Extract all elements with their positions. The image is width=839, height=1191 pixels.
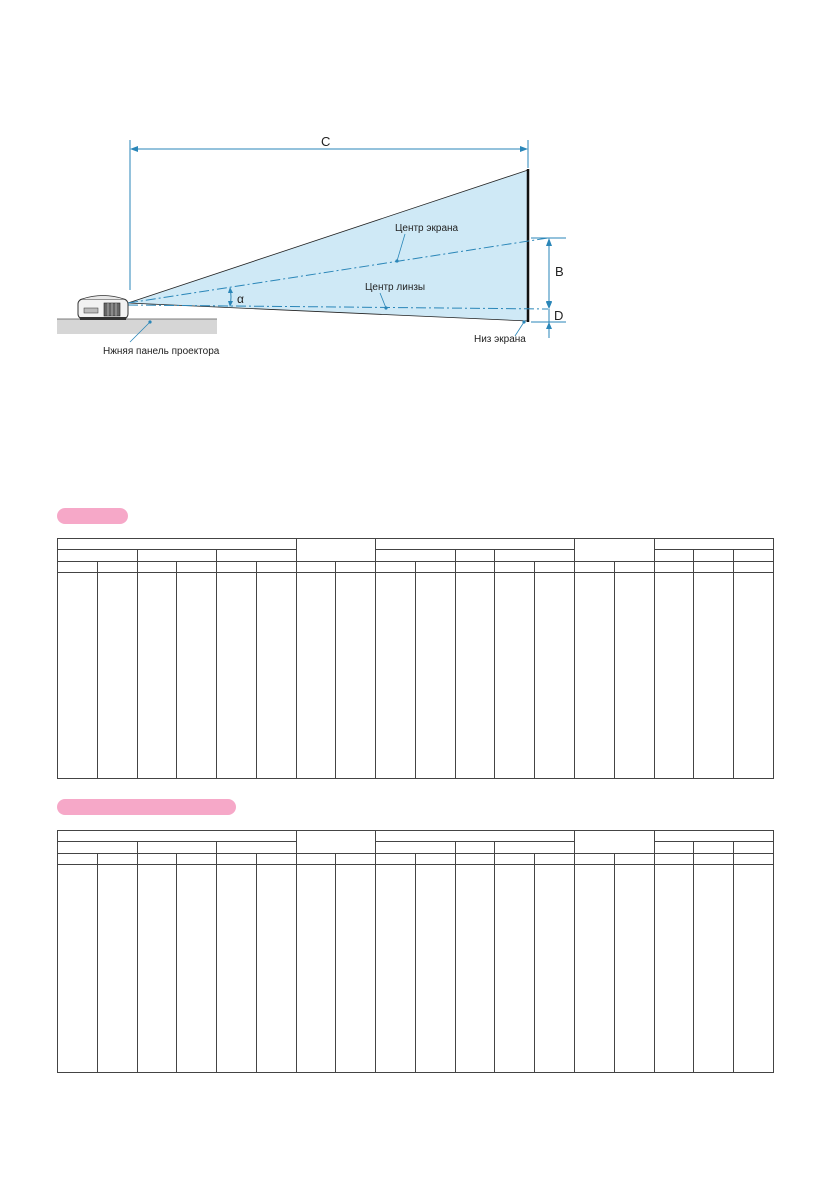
dimension-b — [531, 238, 566, 309]
table-header-row-1 — [58, 539, 774, 550]
section-2-heading-pill — [57, 799, 236, 815]
table-header-row-2 — [58, 550, 774, 562]
dimension-d-label: D — [554, 308, 564, 323]
dimension-b-label: B — [555, 264, 564, 279]
projection-diagram — [0, 0, 839, 380]
section-1-heading-pill — [57, 508, 128, 524]
dimension-c-label: C — [321, 134, 331, 149]
distance-table-2 — [57, 830, 774, 1073]
table-body-row — [58, 573, 774, 779]
projector-icon — [78, 296, 128, 321]
distance-table-1 — [57, 538, 774, 779]
table-header-row-2 — [58, 842, 774, 854]
lens-center-label: Центр линзы — [365, 282, 426, 293]
floor-surface — [57, 319, 217, 334]
projection-cone — [128, 170, 528, 321]
table-body-row — [58, 865, 774, 1073]
dimension-d — [531, 302, 566, 338]
table-header-row-3 — [58, 562, 774, 573]
table-header-row-1 — [58, 831, 774, 842]
projector-bottom-label: Нжняя панель проектора — [103, 346, 220, 357]
table-header-row-3 — [58, 854, 774, 865]
screen-center-label: Центр экрана — [395, 223, 459, 234]
angle-label: α — [237, 292, 244, 306]
screen-bottom-label: Низ экрана — [474, 334, 526, 345]
